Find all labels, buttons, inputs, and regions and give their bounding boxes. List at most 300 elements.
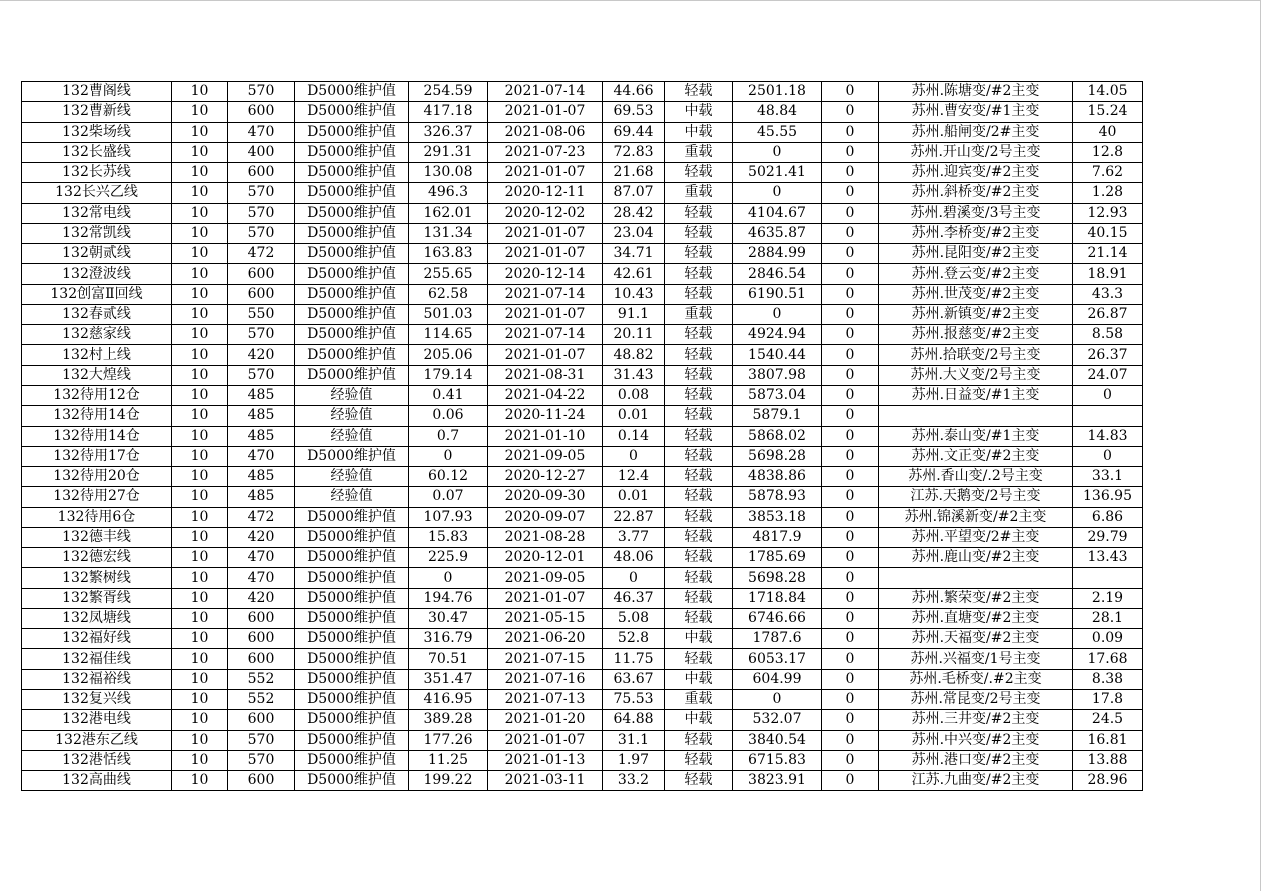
rated-capacity-cell: 570 bbox=[228, 325, 295, 345]
rated-capacity-cell: 420 bbox=[228, 527, 295, 547]
voltage-cell: 10 bbox=[172, 730, 228, 750]
transformer-cell: 苏州.天福变/#2主变 bbox=[879, 629, 1073, 649]
source-cell: D5000维护值 bbox=[295, 163, 409, 183]
transformer-load-cell: 13.43 bbox=[1073, 548, 1143, 568]
transformer-load-cell: 29.79 bbox=[1073, 527, 1143, 547]
load-rate-cell: 44.66 bbox=[603, 82, 665, 102]
load-rate-cell: 75.53 bbox=[603, 689, 665, 709]
available-capacity-cell: 0 bbox=[733, 689, 822, 709]
voltage-cell: 10 bbox=[172, 82, 228, 102]
table-row bbox=[22, 446, 1143, 466]
table-row bbox=[22, 487, 1143, 507]
table-row bbox=[22, 689, 1143, 709]
transformer-cell: 苏州.鹿山变/#2主变 bbox=[879, 548, 1073, 568]
table-row bbox=[22, 304, 1143, 324]
table-row bbox=[22, 771, 1143, 791]
max-load-cell: 62.58 bbox=[409, 284, 488, 304]
line-name-cell: 132村上线 bbox=[22, 345, 172, 365]
rated-capacity-cell: 600 bbox=[228, 608, 295, 628]
load-status-cell: 轻载 bbox=[665, 507, 733, 527]
available-capacity-cell: 48.84 bbox=[733, 102, 822, 122]
table-row bbox=[22, 365, 1143, 385]
available-capacity-cell: 5878.93 bbox=[733, 487, 822, 507]
table-row bbox=[22, 710, 1143, 730]
count-cell: 0 bbox=[822, 142, 879, 162]
table-row bbox=[22, 548, 1143, 568]
load-rate-cell: 34.71 bbox=[603, 244, 665, 264]
source-cell: D5000维护值 bbox=[295, 568, 409, 588]
max-load-cell: 389.28 bbox=[409, 710, 488, 730]
source-cell: D5000维护值 bbox=[295, 82, 409, 102]
load-status-cell: 中载 bbox=[665, 710, 733, 730]
load-rate-cell: 69.44 bbox=[603, 122, 665, 142]
transformer-cell: 苏州.拾联变/2号主变 bbox=[879, 345, 1073, 365]
load-status-cell: 轻载 bbox=[665, 365, 733, 385]
table-row bbox=[22, 406, 1143, 426]
date-cell: 2021-01-13 bbox=[488, 750, 603, 770]
transformer-load-cell: 0.09 bbox=[1073, 629, 1143, 649]
count-cell: 0 bbox=[822, 102, 879, 122]
transformer-load-cell: 40 bbox=[1073, 122, 1143, 142]
load-rate-cell: 87.07 bbox=[603, 183, 665, 203]
transformer-load-cell: 12.8 bbox=[1073, 142, 1143, 162]
max-load-cell: 501.03 bbox=[409, 304, 488, 324]
line-name-cell: 132复兴线 bbox=[22, 689, 172, 709]
line-name-cell: 132常电线 bbox=[22, 203, 172, 223]
transformer-load-cell: 28.96 bbox=[1073, 771, 1143, 791]
max-load-cell: 496.3 bbox=[409, 183, 488, 203]
voltage-cell: 10 bbox=[172, 649, 228, 669]
max-load-cell: 291.31 bbox=[409, 142, 488, 162]
available-capacity-cell: 5868.02 bbox=[733, 426, 822, 446]
date-cell: 2020-11-24 bbox=[488, 406, 603, 426]
voltage-cell: 10 bbox=[172, 142, 228, 162]
transformer-cell: 苏州.新镇变/#2主变 bbox=[879, 304, 1073, 324]
transformer-load-cell: 26.37 bbox=[1073, 345, 1143, 365]
max-load-cell: 130.08 bbox=[409, 163, 488, 183]
load-status-cell: 轻载 bbox=[665, 548, 733, 568]
load-status-cell: 中载 bbox=[665, 102, 733, 122]
voltage-cell: 10 bbox=[172, 385, 228, 405]
voltage-cell: 10 bbox=[172, 345, 228, 365]
line-name-cell: 132曹阁线 bbox=[22, 82, 172, 102]
max-load-cell: 60.12 bbox=[409, 467, 488, 487]
transformer-load-cell bbox=[1073, 406, 1143, 426]
max-load-cell: 326.37 bbox=[409, 122, 488, 142]
voltage-cell: 10 bbox=[172, 507, 228, 527]
available-capacity-cell: 5698.28 bbox=[733, 446, 822, 466]
count-cell: 0 bbox=[822, 365, 879, 385]
count-cell: 0 bbox=[822, 689, 879, 709]
max-load-cell: 107.93 bbox=[409, 507, 488, 527]
available-capacity-cell: 1785.69 bbox=[733, 548, 822, 568]
transformer-cell: 苏州.中兴变/#2主变 bbox=[879, 730, 1073, 750]
load-rate-cell: 0 bbox=[603, 446, 665, 466]
line-name-cell: 132慈家线 bbox=[22, 325, 172, 345]
count-cell: 0 bbox=[822, 82, 879, 102]
load-rate-cell: 0 bbox=[603, 568, 665, 588]
table-row bbox=[22, 568, 1143, 588]
source-cell: D5000维护值 bbox=[295, 527, 409, 547]
count-cell: 0 bbox=[822, 244, 879, 264]
load-rate-cell: 33.2 bbox=[603, 771, 665, 791]
date-cell: 2020-12-01 bbox=[488, 548, 603, 568]
source-cell: D5000维护值 bbox=[295, 689, 409, 709]
rated-capacity-cell: 570 bbox=[228, 365, 295, 385]
source-cell: 经验值 bbox=[295, 467, 409, 487]
date-cell: 2021-01-07 bbox=[488, 730, 603, 750]
load-status-cell: 轻载 bbox=[665, 264, 733, 284]
load-status-cell: 轻载 bbox=[665, 244, 733, 264]
count-cell: 0 bbox=[822, 568, 879, 588]
load-status-cell: 轻载 bbox=[665, 527, 733, 547]
available-capacity-cell: 4635.87 bbox=[733, 223, 822, 243]
rated-capacity-cell: 570 bbox=[228, 730, 295, 750]
load-status-cell: 轻载 bbox=[665, 203, 733, 223]
voltage-cell: 10 bbox=[172, 304, 228, 324]
table-row bbox=[22, 467, 1143, 487]
count-cell: 0 bbox=[822, 750, 879, 770]
transformer-cell: 苏州.登云变/#2主变 bbox=[879, 264, 1073, 284]
line-name-cell: 132港东乙线 bbox=[22, 730, 172, 750]
date-cell: 2021-07-14 bbox=[488, 325, 603, 345]
source-cell: D5000维护值 bbox=[295, 122, 409, 142]
transformer-load-cell: 14.05 bbox=[1073, 82, 1143, 102]
transformer-cell bbox=[879, 406, 1073, 426]
voltage-cell: 10 bbox=[172, 223, 228, 243]
table-row bbox=[22, 669, 1143, 689]
date-cell: 2021-01-20 bbox=[488, 710, 603, 730]
available-capacity-cell: 1718.84 bbox=[733, 588, 822, 608]
transformer-load-cell: 17.68 bbox=[1073, 649, 1143, 669]
count-cell: 0 bbox=[822, 507, 879, 527]
load-status-cell: 轻载 bbox=[665, 385, 733, 405]
line-name-cell: 132福好线 bbox=[22, 629, 172, 649]
available-capacity-cell: 0 bbox=[733, 304, 822, 324]
transformer-load-cell: 33.1 bbox=[1073, 467, 1143, 487]
source-cell: D5000维护值 bbox=[295, 365, 409, 385]
available-capacity-cell: 604.99 bbox=[733, 669, 822, 689]
source-cell: D5000维护值 bbox=[295, 588, 409, 608]
load-status-cell: 轻载 bbox=[665, 163, 733, 183]
line-name-cell: 132长盛线 bbox=[22, 142, 172, 162]
line-name-cell: 132港电线 bbox=[22, 710, 172, 730]
available-capacity-cell: 4817.9 bbox=[733, 527, 822, 547]
transformer-cell: 苏州.李桥变/#2主变 bbox=[879, 223, 1073, 243]
load-status-cell: 轻载 bbox=[665, 223, 733, 243]
transformer-load-cell: 16.81 bbox=[1073, 730, 1143, 750]
line-name-cell: 132待用14仓 bbox=[22, 426, 172, 446]
line-name-cell: 132待用20仓 bbox=[22, 467, 172, 487]
load-rate-cell: 1.97 bbox=[603, 750, 665, 770]
source-cell: D5000维护值 bbox=[295, 771, 409, 791]
count-cell: 0 bbox=[822, 122, 879, 142]
line-name-cell: 132常凯线 bbox=[22, 223, 172, 243]
source-cell: 经验值 bbox=[295, 426, 409, 446]
transformer-cell: 苏州.直塘变/#2主变 bbox=[879, 608, 1073, 628]
count-cell: 0 bbox=[822, 467, 879, 487]
table-row bbox=[22, 163, 1143, 183]
load-status-cell: 重载 bbox=[665, 689, 733, 709]
rated-capacity-cell: 600 bbox=[228, 284, 295, 304]
transformer-load-cell: 24.5 bbox=[1073, 710, 1143, 730]
voltage-cell: 10 bbox=[172, 771, 228, 791]
voltage-cell: 10 bbox=[172, 163, 228, 183]
transformer-cell: 苏州.日益变/#1主变 bbox=[879, 385, 1073, 405]
load-status-cell: 中载 bbox=[665, 122, 733, 142]
max-load-cell: 0 bbox=[409, 446, 488, 466]
line-name-cell: 132待用14仓 bbox=[22, 406, 172, 426]
source-cell: 经验值 bbox=[295, 406, 409, 426]
line-name-cell: 132德宏线 bbox=[22, 548, 172, 568]
load-rate-cell: 48.82 bbox=[603, 345, 665, 365]
table-row bbox=[22, 385, 1143, 405]
transformer-load-cell: 8.58 bbox=[1073, 325, 1143, 345]
source-cell: 经验值 bbox=[295, 487, 409, 507]
load-rate-cell: 0.01 bbox=[603, 487, 665, 507]
load-status-cell: 轻载 bbox=[665, 345, 733, 365]
load-status-cell: 轻载 bbox=[665, 771, 733, 791]
line-name-cell: 132大煌线 bbox=[22, 365, 172, 385]
load-status-cell: 轻载 bbox=[665, 82, 733, 102]
count-cell: 0 bbox=[822, 588, 879, 608]
load-rate-cell: 46.37 bbox=[603, 588, 665, 608]
voltage-cell: 10 bbox=[172, 689, 228, 709]
count-cell: 0 bbox=[822, 730, 879, 750]
load-status-cell: 轻载 bbox=[665, 325, 733, 345]
table-row bbox=[22, 183, 1143, 203]
date-cell: 2020-12-14 bbox=[488, 264, 603, 284]
transformer-cell: 苏州.泰山变/#1主变 bbox=[879, 426, 1073, 446]
rated-capacity-cell: 570 bbox=[228, 203, 295, 223]
max-load-cell: 179.14 bbox=[409, 365, 488, 385]
max-load-cell: 351.47 bbox=[409, 669, 488, 689]
rated-capacity-cell: 470 bbox=[228, 548, 295, 568]
table-row bbox=[22, 244, 1143, 264]
table-row bbox=[22, 203, 1143, 223]
line-name-cell: 132待用27仓 bbox=[22, 487, 172, 507]
voltage-cell: 10 bbox=[172, 284, 228, 304]
date-cell: 2021-01-07 bbox=[488, 102, 603, 122]
max-load-cell: 316.79 bbox=[409, 629, 488, 649]
load-status-cell: 中载 bbox=[665, 669, 733, 689]
date-cell: 2021-07-14 bbox=[488, 82, 603, 102]
available-capacity-cell: 6053.17 bbox=[733, 649, 822, 669]
line-name-cell: 132柴场线 bbox=[22, 122, 172, 142]
voltage-cell: 10 bbox=[172, 406, 228, 426]
transformer-load-cell: 13.88 bbox=[1073, 750, 1143, 770]
transformer-cell: 苏州.陈塘变/#2主变 bbox=[879, 82, 1073, 102]
count-cell: 0 bbox=[822, 771, 879, 791]
table-row bbox=[22, 345, 1143, 365]
source-cell: D5000维护值 bbox=[295, 142, 409, 162]
line-name-cell: 132春贰线 bbox=[22, 304, 172, 324]
count-cell: 0 bbox=[822, 304, 879, 324]
line-name-cell: 132长兴乙线 bbox=[22, 183, 172, 203]
line-name-cell: 132曹新线 bbox=[22, 102, 172, 122]
count-cell: 0 bbox=[822, 426, 879, 446]
table-row bbox=[22, 223, 1143, 243]
transformer-cell: 苏州.开山变/2号主变 bbox=[879, 142, 1073, 162]
max-load-cell: 0.41 bbox=[409, 385, 488, 405]
load-rate-cell: 11.75 bbox=[603, 649, 665, 669]
date-cell: 2021-01-07 bbox=[488, 163, 603, 183]
line-name-cell: 132长苏线 bbox=[22, 163, 172, 183]
load-rate-cell: 69.53 bbox=[603, 102, 665, 122]
available-capacity-cell: 1787.6 bbox=[733, 629, 822, 649]
load-status-cell: 中载 bbox=[665, 629, 733, 649]
voltage-cell: 10 bbox=[172, 548, 228, 568]
max-load-cell: 177.26 bbox=[409, 730, 488, 750]
load-status-cell: 轻载 bbox=[665, 406, 733, 426]
date-cell: 2020-12-02 bbox=[488, 203, 603, 223]
date-cell: 2021-08-31 bbox=[488, 365, 603, 385]
line-name-cell: 132繁树线 bbox=[22, 568, 172, 588]
transformer-load-cell: 1.28 bbox=[1073, 183, 1143, 203]
available-capacity-cell: 4104.67 bbox=[733, 203, 822, 223]
voltage-cell: 10 bbox=[172, 487, 228, 507]
load-status-cell: 轻载 bbox=[665, 446, 733, 466]
table-row bbox=[22, 82, 1143, 102]
transformer-cell: 苏州.繁荣变/#2主变 bbox=[879, 588, 1073, 608]
source-cell: D5000维护值 bbox=[295, 649, 409, 669]
date-cell: 2021-01-07 bbox=[488, 588, 603, 608]
rated-capacity-cell: 570 bbox=[228, 183, 295, 203]
voltage-cell: 10 bbox=[172, 710, 228, 730]
transformer-cell: 苏州.常昆变/2号主变 bbox=[879, 689, 1073, 709]
load-rate-cell: 23.04 bbox=[603, 223, 665, 243]
available-capacity-cell: 3853.18 bbox=[733, 507, 822, 527]
load-rate-cell: 52.8 bbox=[603, 629, 665, 649]
rated-capacity-cell: 550 bbox=[228, 304, 295, 324]
source-cell: D5000维护值 bbox=[295, 183, 409, 203]
count-cell: 0 bbox=[822, 710, 879, 730]
line-name-cell: 132朝贰线 bbox=[22, 244, 172, 264]
load-rate-cell: 91.1 bbox=[603, 304, 665, 324]
voltage-cell: 10 bbox=[172, 467, 228, 487]
load-rate-cell: 72.83 bbox=[603, 142, 665, 162]
transformer-load-cell: 18.91 bbox=[1073, 264, 1143, 284]
available-capacity-cell: 0 bbox=[733, 142, 822, 162]
max-load-cell: 0.06 bbox=[409, 406, 488, 426]
line-name-cell: 132待用12仓 bbox=[22, 385, 172, 405]
max-load-cell: 131.34 bbox=[409, 223, 488, 243]
rated-capacity-cell: 472 bbox=[228, 244, 295, 264]
transformer-load-cell: 2.19 bbox=[1073, 588, 1143, 608]
rated-capacity-cell: 400 bbox=[228, 142, 295, 162]
load-rate-cell: 21.68 bbox=[603, 163, 665, 183]
rated-capacity-cell: 600 bbox=[228, 102, 295, 122]
source-cell: D5000维护值 bbox=[295, 304, 409, 324]
count-cell: 0 bbox=[822, 163, 879, 183]
transformer-load-cell: 7.62 bbox=[1073, 163, 1143, 183]
rated-capacity-cell: 420 bbox=[228, 588, 295, 608]
load-rate-cell: 22.87 bbox=[603, 507, 665, 527]
transformer-cell: 苏州.兴福变/1号主变 bbox=[879, 649, 1073, 669]
table-row bbox=[22, 649, 1143, 669]
date-cell: 2021-09-05 bbox=[488, 446, 603, 466]
source-cell: D5000维护值 bbox=[295, 264, 409, 284]
date-cell: 2020-09-07 bbox=[488, 507, 603, 527]
load-status-cell: 轻载 bbox=[665, 467, 733, 487]
table-row bbox=[22, 325, 1143, 345]
max-load-cell: 255.65 bbox=[409, 264, 488, 284]
line-name-cell: 132繁胥线 bbox=[22, 588, 172, 608]
transformer-load-cell: 12.93 bbox=[1073, 203, 1143, 223]
available-capacity-cell: 5879.1 bbox=[733, 406, 822, 426]
rated-capacity-cell: 600 bbox=[228, 264, 295, 284]
voltage-cell: 10 bbox=[172, 527, 228, 547]
voltage-cell: 10 bbox=[172, 244, 228, 264]
voltage-cell: 10 bbox=[172, 669, 228, 689]
source-cell: D5000维护值 bbox=[295, 730, 409, 750]
source-cell: D5000维护值 bbox=[295, 345, 409, 365]
max-load-cell: 194.76 bbox=[409, 588, 488, 608]
source-cell: D5000维护值 bbox=[295, 325, 409, 345]
transformer-load-cell: 14.83 bbox=[1073, 426, 1143, 446]
transformer-cell: 江苏.天鹅变/2号主变 bbox=[879, 487, 1073, 507]
load-rate-cell: 10.43 bbox=[603, 284, 665, 304]
max-load-cell: 254.59 bbox=[409, 82, 488, 102]
source-cell: D5000维护值 bbox=[295, 446, 409, 466]
available-capacity-cell: 5873.04 bbox=[733, 385, 822, 405]
transformer-load-cell: 136.95 bbox=[1073, 487, 1143, 507]
max-load-cell: 15.83 bbox=[409, 527, 488, 547]
load-rate-cell: 28.42 bbox=[603, 203, 665, 223]
table-row bbox=[22, 284, 1143, 304]
max-load-cell: 0.07 bbox=[409, 487, 488, 507]
transformer-load-cell: 8.38 bbox=[1073, 669, 1143, 689]
rated-capacity-cell: 600 bbox=[228, 710, 295, 730]
date-cell: 2021-08-06 bbox=[488, 122, 603, 142]
date-cell: 2021-01-07 bbox=[488, 244, 603, 264]
rated-capacity-cell: 570 bbox=[228, 223, 295, 243]
count-cell: 0 bbox=[822, 203, 879, 223]
transformer-cell: 苏州.曹安变/#1主变 bbox=[879, 102, 1073, 122]
available-capacity-cell: 2501.18 bbox=[733, 82, 822, 102]
available-capacity-cell: 3807.98 bbox=[733, 365, 822, 385]
date-cell: 2021-03-11 bbox=[488, 771, 603, 791]
date-cell: 2021-09-05 bbox=[488, 568, 603, 588]
rated-capacity-cell: 470 bbox=[228, 568, 295, 588]
max-load-cell: 163.83 bbox=[409, 244, 488, 264]
count-cell: 0 bbox=[822, 608, 879, 628]
transformer-load-cell: 43.3 bbox=[1073, 284, 1143, 304]
voltage-cell: 10 bbox=[172, 264, 228, 284]
rated-capacity-cell: 600 bbox=[228, 771, 295, 791]
rated-capacity-cell: 470 bbox=[228, 446, 295, 466]
load-status-cell: 轻载 bbox=[665, 608, 733, 628]
rated-capacity-cell: 552 bbox=[228, 689, 295, 709]
available-capacity-cell: 6190.51 bbox=[733, 284, 822, 304]
rated-capacity-cell: 552 bbox=[228, 669, 295, 689]
count-cell: 0 bbox=[822, 527, 879, 547]
count-cell: 0 bbox=[822, 183, 879, 203]
max-load-cell: 0 bbox=[409, 568, 488, 588]
rated-capacity-cell: 485 bbox=[228, 385, 295, 405]
voltage-cell: 10 bbox=[172, 365, 228, 385]
max-load-cell: 0.7 bbox=[409, 426, 488, 446]
rated-capacity-cell: 485 bbox=[228, 426, 295, 446]
rated-capacity-cell: 470 bbox=[228, 122, 295, 142]
transformer-cell bbox=[879, 568, 1073, 588]
rated-capacity-cell: 600 bbox=[228, 629, 295, 649]
date-cell: 2021-07-13 bbox=[488, 689, 603, 709]
load-rate-cell: 0.08 bbox=[603, 385, 665, 405]
transformer-load-cell: 26.87 bbox=[1073, 304, 1143, 324]
rated-capacity-cell: 570 bbox=[228, 82, 295, 102]
load-status-cell: 轻载 bbox=[665, 588, 733, 608]
